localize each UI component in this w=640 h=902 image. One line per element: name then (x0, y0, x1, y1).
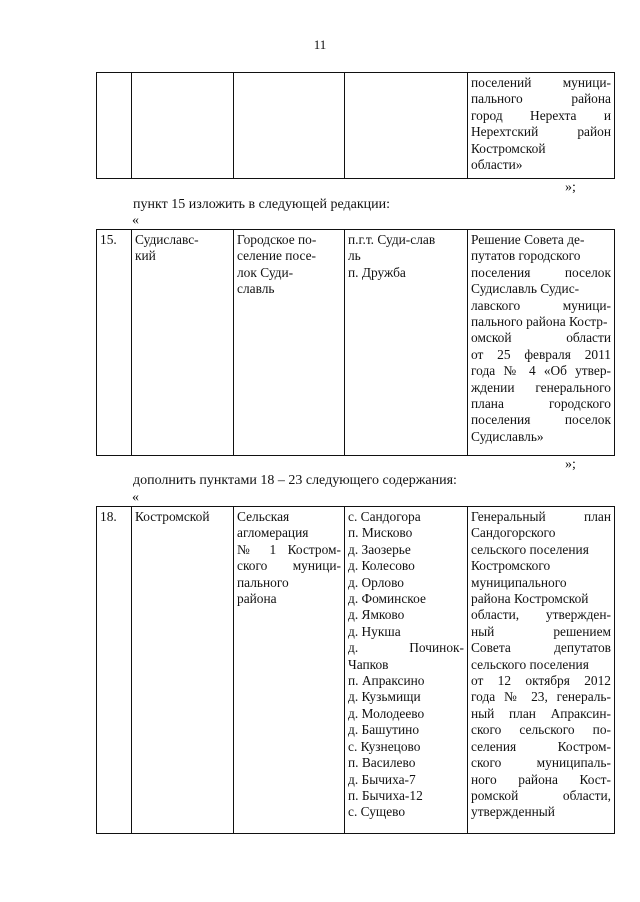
doc-line: Генеральный план (471, 509, 611, 524)
doc-line: ского муниципаль- (471, 755, 611, 771)
doc-line: ный план Апраксин- (471, 705, 611, 721)
table-continuation (96, 72, 615, 179)
doc-line: город Нерехта и (471, 107, 611, 123)
closing-quote: »; (565, 180, 576, 195)
doc-line: сельского поселения (471, 541, 589, 557)
doc-line: поселений муници- (471, 75, 611, 90)
doc-line: от 25 февраля 2011 (471, 346, 611, 362)
doc-line: пального района (471, 91, 611, 107)
cell-municipality (234, 507, 345, 834)
cell-settlements (345, 507, 468, 834)
doc-line: плана городского (471, 396, 611, 412)
municipality-line: селение посе- (237, 248, 317, 264)
district-line: Судиславс- (135, 232, 199, 247)
settlement-line: д. Починок- (348, 640, 464, 656)
cell-document (468, 507, 615, 834)
doc-line: Решение Совета де- (471, 232, 585, 247)
page-number: 11 (313, 37, 327, 52)
opening-quote: « (132, 213, 139, 228)
doc-line: ромской области, (471, 787, 611, 803)
table-item-15 (96, 229, 615, 456)
cell-district (132, 507, 234, 834)
doc-line: Нерехтский район (471, 124, 611, 140)
doc-line: ного района Кост- (471, 771, 611, 787)
cell-number (97, 73, 132, 179)
table-item-18 (96, 506, 615, 834)
doc-line: Костромской (471, 140, 546, 156)
doc-line: года № 4 «Об утвер- (471, 363, 611, 379)
municipality-line: № 1 Костром- (237, 541, 341, 557)
doc-line: поселения поселок (471, 264, 611, 280)
doc-line: района Костромской (471, 591, 589, 607)
municipality-line: пального (237, 574, 289, 590)
district-line: Костромской (135, 509, 210, 524)
settlement-line: д. Колесово (348, 558, 415, 574)
cell-municipality (234, 73, 345, 179)
doc-line: поселения поселок (471, 412, 611, 428)
instruction-text: пункт 15 изложить в следующей редакции: (133, 197, 390, 212)
settlement-line: с. Сандогора (348, 509, 421, 524)
settlement-line: п. Дружба (348, 264, 406, 280)
settlement-line: д. Бычиха-7 (348, 771, 416, 787)
doc-line: области» (471, 157, 523, 173)
cell-number: 15. (97, 230, 132, 456)
table-row (97, 507, 615, 834)
doc-line: селения Костром- (471, 738, 611, 754)
settlement-line: д. Нукша (348, 623, 401, 639)
doc-line: от 12 октября 2012 (471, 673, 611, 689)
settlement-line: с. Сущево (348, 804, 406, 820)
municipality-line: лок Суди- (237, 264, 294, 280)
municipality-line: славль (237, 281, 275, 297)
settlement-line: п. Василево (348, 755, 416, 771)
opening-quote: « (132, 490, 139, 505)
closing-quote: »; (565, 457, 576, 472)
doc-line: путатов городского (471, 248, 581, 264)
doc-line: ный решением (471, 623, 611, 639)
municipality-line: агломерация (237, 525, 309, 541)
cell-document (468, 230, 615, 456)
doc-line: Сандогорского (471, 525, 556, 541)
municipality-line: Городское по- (237, 232, 317, 247)
settlement-line: д. Заозерье (348, 541, 411, 557)
settlement-line: д. Ямково (348, 607, 405, 623)
cell-document (468, 73, 615, 179)
settlement-line: ль (348, 248, 361, 264)
table-row (97, 230, 615, 456)
doc-line: Костромского (471, 558, 551, 574)
cell-settlements (345, 73, 468, 179)
municipality-line: ского муници- (237, 558, 341, 574)
doc-line: лавского муници- (471, 297, 611, 313)
municipality-line: Сельская (237, 509, 290, 524)
doc-line: года № 23, генераль- (471, 689, 611, 705)
doc-line: ждении генерального (471, 379, 611, 395)
instruction-text: дополнить пунктами 18 – 23 следующего содержания: (133, 473, 457, 488)
cell-district (132, 230, 234, 456)
doc-line: области, утвержден- (471, 607, 611, 623)
doc-line: пального района Костр- (471, 314, 608, 330)
municipality-line: района (237, 591, 277, 607)
doc-line: омской области (471, 330, 611, 346)
settlement-line: п. Бычиха-12 (348, 787, 423, 803)
doc-line: ского сельского по- (471, 722, 611, 738)
doc-line: муниципального (471, 574, 567, 590)
settlement-line: д. Кузьмищи (348, 689, 421, 705)
settlement-line: д. Фоминское (348, 591, 426, 607)
settlement-line: д. Орлово (348, 574, 405, 590)
district-line: кий (135, 248, 156, 264)
settlement-line: п. Мисково (348, 525, 413, 541)
cell-municipality (234, 230, 345, 456)
settlement-line: с. Кузнецово (348, 738, 421, 754)
settlement-line: д. Башутино (348, 722, 420, 738)
doc-line: сельского поселения (471, 656, 589, 672)
doc-line: утвержденный (471, 804, 555, 820)
doc-line: Судиславль» (471, 428, 544, 444)
cell-settlements (345, 230, 468, 456)
settlement-line: п.г.т. Суди-слав (348, 232, 436, 247)
settlement-line: п. Апраксино (348, 673, 425, 689)
cell-number: 18. (97, 507, 132, 834)
table-row (97, 73, 615, 179)
settlement-line: Чапков (348, 656, 389, 672)
cell-district (132, 73, 234, 179)
doc-line: Совета депутатов (471, 640, 611, 656)
doc-line: Судиславль Судис- (471, 281, 580, 297)
settlement-line: д. Молодеево (348, 705, 425, 721)
